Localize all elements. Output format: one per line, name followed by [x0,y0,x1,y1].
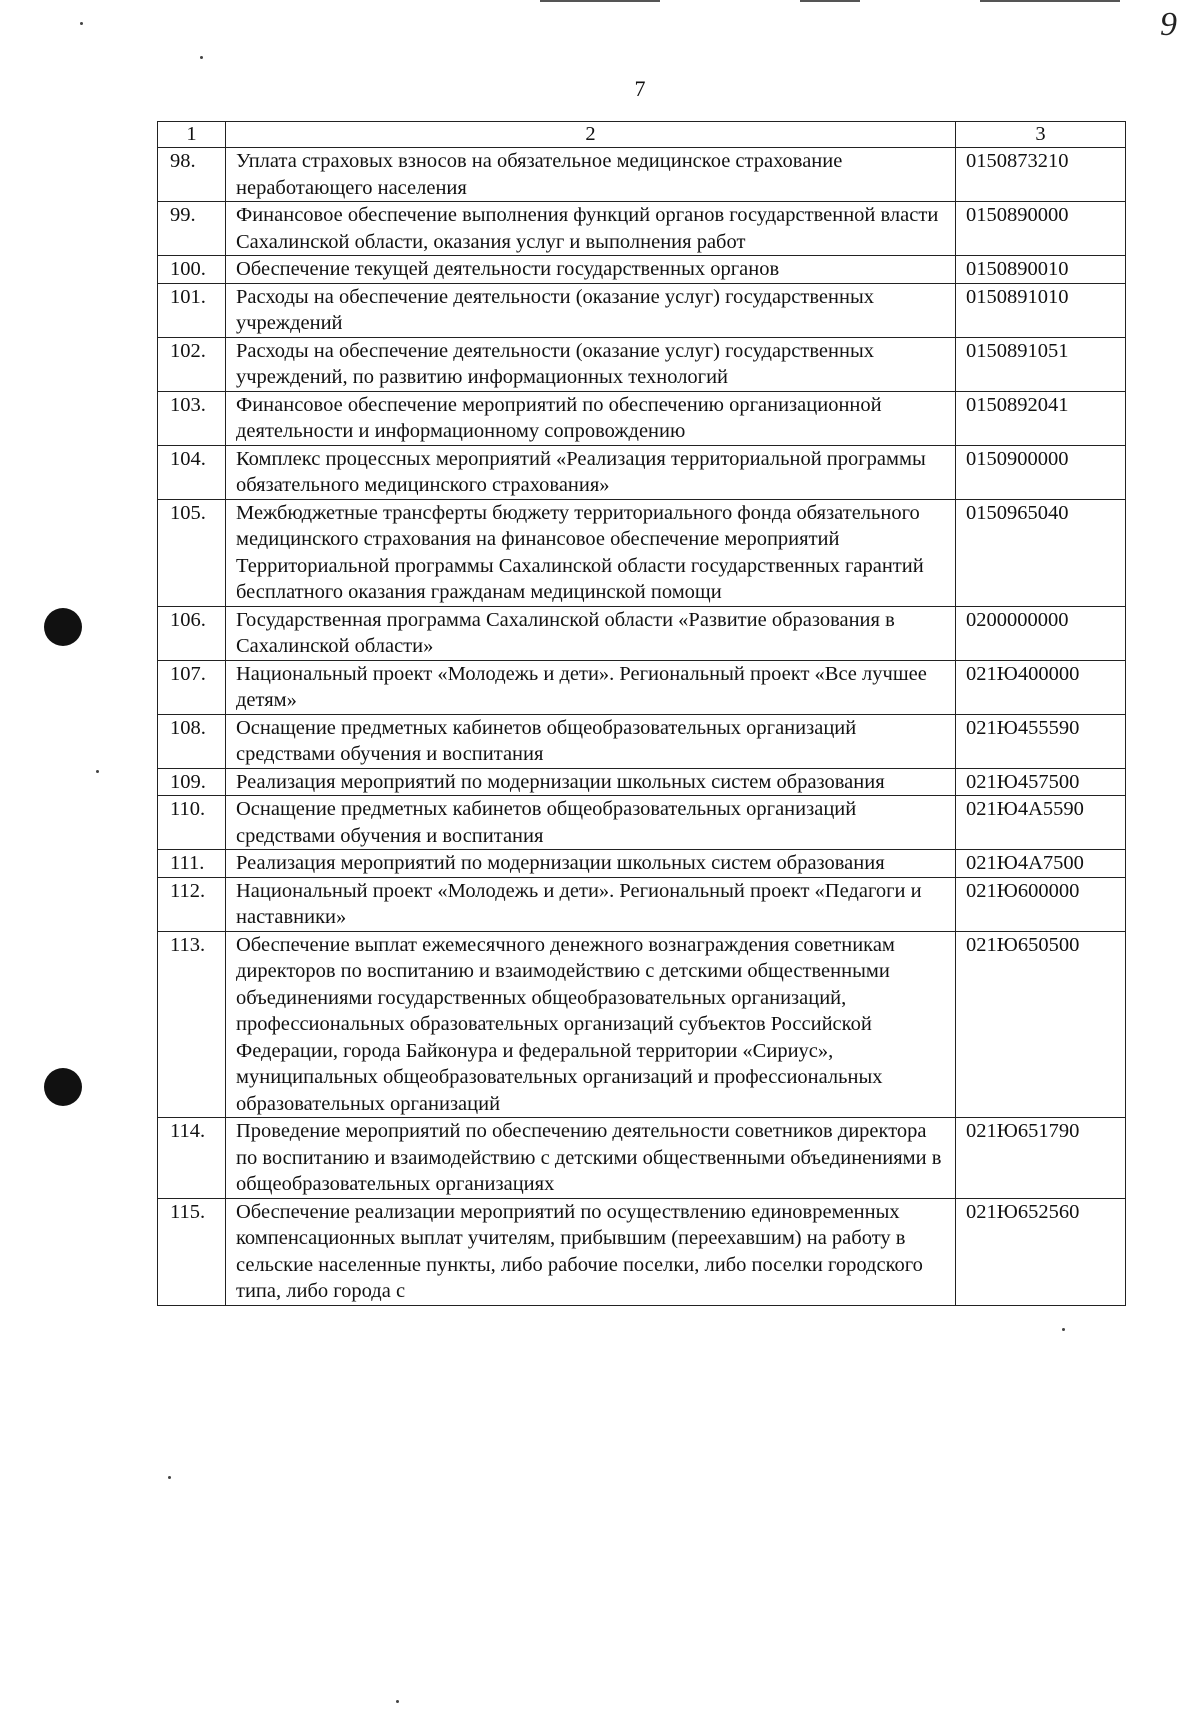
row-number: 109. [158,768,226,796]
row-code: 021Ю650500 [956,931,1126,1118]
row-code: 021Ю455590 [956,714,1126,768]
table-row [158,256,1126,284]
row-number: 111. [158,850,226,878]
row-code: 021Ю652560 [956,1198,1126,1305]
table-header-row [158,122,1126,148]
row-code: 0150892041 [956,391,1126,445]
table-row [158,877,1126,931]
table-row [158,714,1126,768]
row-description: Национальный проект «Молодежь и дети». Региональный проект «Все лучшее детям» [226,660,956,714]
row-code: 021Ю600000 [956,877,1126,931]
row-number: 105. [158,499,226,606]
row-description: Расходы на обеспечение деятельности (оказание услуг) государственных учреждений, по развитию информационных технологий [226,337,956,391]
scan-speck [80,22,83,25]
table-row [158,148,1126,202]
row-description: Проведение мероприятий по обеспечению деятельности советников директора по воспитанию и взаимодействию с детскими общественными объединениями в общеобразовательных организациях [226,1118,956,1199]
column-header-number: 1 [158,122,226,148]
row-number: 106. [158,606,226,660]
row-description: Национальный проект «Молодежь и дети». Региональный проект «Педагоги и наставники» [226,877,956,931]
row-code: 021Ю4А5590 [956,796,1126,850]
row-code: 021Ю651790 [956,1118,1126,1199]
row-number: 110. [158,796,226,850]
row-code: 0200000000 [956,606,1126,660]
table-row [158,1198,1126,1305]
scan-artifact-line [980,0,1120,2]
column-header-description: 2 [226,122,956,148]
column-header-code: 3 [956,122,1126,148]
row-number: 108. [158,714,226,768]
table-row [158,391,1126,445]
table-row [158,499,1126,606]
row-code: 0150890010 [956,256,1126,284]
scan-speck [96,770,99,773]
scan-speck [200,56,203,59]
row-code: 0150891051 [956,337,1126,391]
table-row [158,445,1126,499]
row-description: Обеспечение текущей деятельности государственных органов [226,256,956,284]
row-code: 021Ю4А7500 [956,850,1126,878]
table-row [158,660,1126,714]
row-code: 021Ю457500 [956,768,1126,796]
row-number: 115. [158,1198,226,1305]
table-row [158,931,1126,1118]
row-code: 0150891010 [956,283,1126,337]
row-description: Финансовое обеспечение мероприятий по обеспечению организационной деятельности и информационному сопровождению [226,391,956,445]
row-description: Уплата страховых взносов на обязательное медицинское страхование неработающего населения [226,148,956,202]
row-number: 102. [158,337,226,391]
row-code: 021Ю400000 [956,660,1126,714]
row-number: 99. [158,202,226,256]
row-code: 0150873210 [956,148,1126,202]
row-number: 98. [158,148,226,202]
row-description: Обеспечение реализации мероприятий по осуществлению единовременных компенсационных выплат учителям, прибывшим (переехавшим) на работу в сельские населенные пункты, либо рабочие поселки, либо поселки городского типа, либо города с [226,1198,956,1305]
row-number: 100. [158,256,226,284]
table-row [158,202,1126,256]
handwritten-sheet-number: 9 [1160,6,1177,43]
table-row [158,768,1126,796]
punch-hole [44,1068,82,1106]
table-row [158,850,1126,878]
scan-artifact-line [540,0,660,2]
table-row [158,283,1126,337]
table-row [158,796,1126,850]
scan-artifact-line [800,0,860,2]
row-description: Государственная программа Сахалинской области «Развитие образования в Сахалинской области» [226,606,956,660]
row-number: 112. [158,877,226,931]
row-number: 113. [158,931,226,1118]
row-description: Межбюджетные трансферты бюджету территориального фонда обязательного медицинского страхования на финансовое обеспечение мероприятий Территориальной программы Сахалинской области государственных гарантий бесплатного оказания гражданам медицинской помощи [226,499,956,606]
row-code: 0150890000 [956,202,1126,256]
scan-speck [396,1700,399,1703]
row-number: 103. [158,391,226,445]
row-description: Реализация мероприятий по модернизации школьных систем образования [226,768,956,796]
scan-speck [168,1476,171,1479]
row-number: 114. [158,1118,226,1199]
row-code: 0150900000 [956,445,1126,499]
row-description: Оснащение предметных кабинетов общеобразовательных организаций средствами обучения и воспитания [226,714,956,768]
row-description: Оснащение предметных кабинетов общеобразовательных организаций средствами обучения и воспитания [226,796,956,850]
budget-classification-table [157,121,1126,1306]
table-row [158,337,1126,391]
row-description: Обеспечение выплат ежемесячного денежного вознаграждения советникам директоров по воспитанию и взаимодействию с детскими общественными объединениями государственных общеобразовательных организаций, профессиональных образовательных организаций субъектов Российской Федерации, города Байконура и федеральной территории «Сириус», муниципальных общеобразовательных организаций и профессиональных образовательных организаций [226,931,956,1118]
row-description: Комплекс процессных мероприятий «Реализация территориальной программы обязательного медицинского страхования» [226,445,956,499]
row-description: Расходы на обеспечение деятельности (оказание услуг) государственных учреждений [226,283,956,337]
row-description: Финансовое обеспечение выполнения функций органов государственной власти Сахалинской области, оказания услуг и выполнения работ [226,202,956,256]
table-row [158,606,1126,660]
table-row [158,1118,1126,1199]
row-description: Реализация мероприятий по модернизации школьных систем образования [226,850,956,878]
row-number: 107. [158,660,226,714]
row-number: 104. [158,445,226,499]
row-code: 0150965040 [956,499,1126,606]
punch-hole [44,608,82,646]
page-number: 7 [634,76,646,101]
scan-speck [1062,1328,1065,1331]
row-number: 101. [158,283,226,337]
